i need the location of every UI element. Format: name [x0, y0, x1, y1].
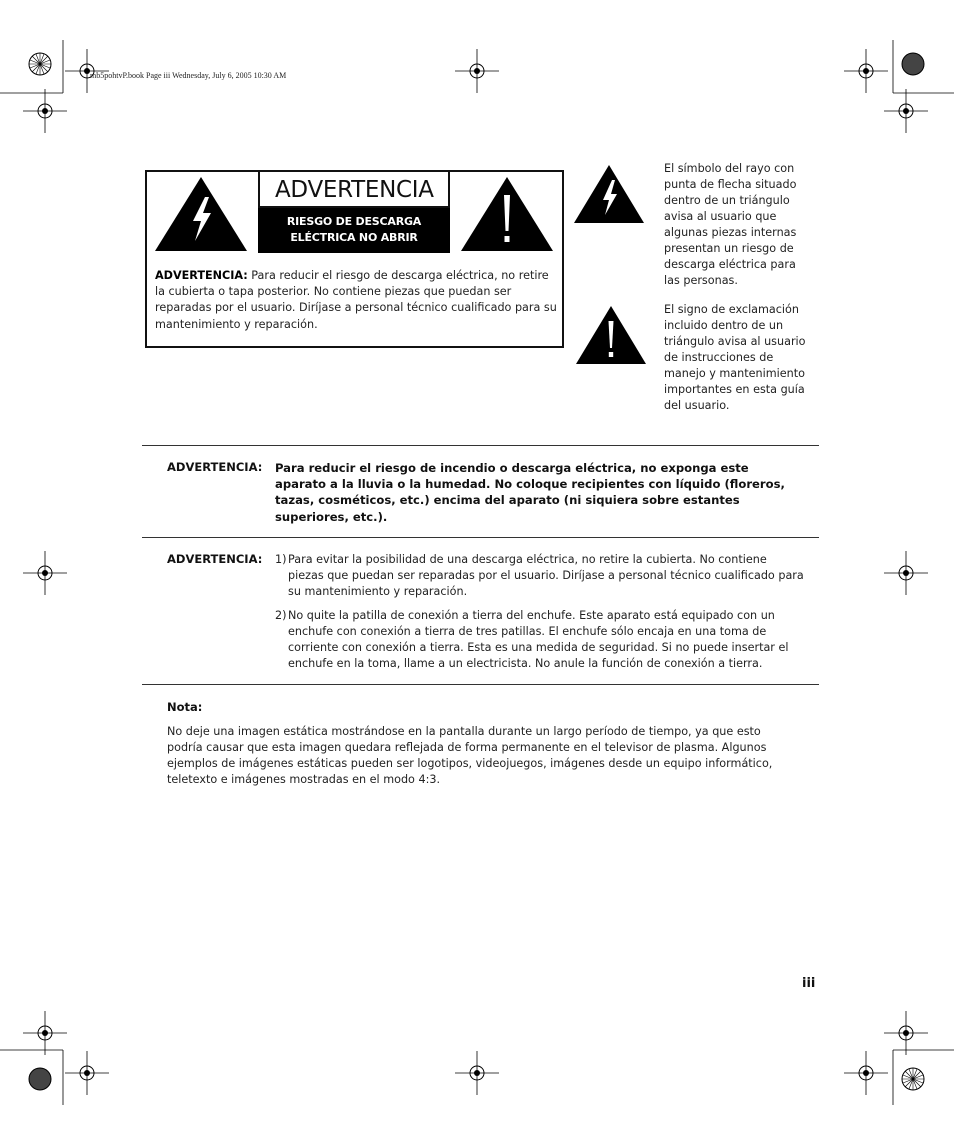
exclamation-symbol-description: El signo de exclamación incluido dentro de un triángulo avisa al usuario de instrucciones de manejo y mantenimiento importantes en esta guía del usuario. — [664, 303, 806, 412]
print-header: mb5pohtvP.book Page iii Wednesday, July 6, 2005 10:30 AM — [90, 71, 287, 80]
note-text: No deje una imagen estática mostrándose en la pantalla durante un largo período de tiempo, ya que esto podría causar que esta imagen quedara reflejada de forma permanente en el televisor de plasma. Algunos ejemplos de imágenes estáticas pueden ser logotipos, videojuegos, imágenes desde un equipo informático, teletexto e imágenes mostradas en el modo 4:3. — [167, 725, 773, 786]
note-label: Nota: — [167, 700, 203, 714]
item-number: 2) — [275, 609, 287, 622]
exclamation-triangle-icon — [575, 305, 647, 365]
warning-subtitle-line1: RIESGO DE DESCARGA — [286, 215, 422, 228]
warning-box-text — [155, 268, 559, 333]
warning-title: ADVERTENCIA — [258, 172, 450, 208]
warning2-item-2 — [275, 608, 805, 672]
warning-box-label: ADVERTENCIA: — [155, 269, 248, 282]
lightning-triangle-icon — [153, 175, 249, 253]
divider — [142, 684, 819, 685]
divider — [142, 537, 819, 538]
warning2-item-1 — [275, 552, 805, 600]
warning-subtitle-line2: ELÉCTRICA NO ABRIR — [290, 231, 418, 244]
warning1-label: ADVERTENCIA: — [167, 460, 263, 474]
warning1-text: Para reducir el riesgo de incendio o descarga eléctrica, no exponga este aparato a la lluvia o la humedad. No coloque recipientes con líquido (floreros, tazas, cosméticos, etc.) encima del aparato (ni siquiera sobre estantes superiores, etc.). — [275, 461, 785, 524]
warning-box-body: Para reducir el riesgo de descarga eléctrica, no retire la cubierta o tapa posterior. No contiene piezas que puedan ser reparadas por el usuario. Diríjase a personal técnico cualificado para su mantenimiento y reparación. — [155, 269, 557, 331]
item-text: No quite la patilla de conexión a tierra del enchufe. Este aparato está equipado con un enchufe con conexión a tierra de tres patillas. El enchufe sólo encaja en una toma de corriente con conexión a tierra. Esta es una medida de seguridad. Si no puede insertar el enchufe en la toma, llame a un electricista. No anule la función de conexión a tierra. — [288, 609, 789, 670]
divider — [142, 445, 819, 446]
lightning-symbol-description: El símbolo del rayo con punta de flecha situado dentro de un triángulo avisa al usuario que algunas piezas internas presentan un riesgo de descarga eléctrica para las personas. — [664, 162, 797, 287]
page-number: iii — [802, 976, 816, 991]
exclamation-triangle-icon — [459, 175, 555, 253]
lightning-triangle-icon — [573, 164, 645, 224]
warning-subtitle — [258, 208, 450, 253]
warning-label-box — [145, 170, 564, 348]
item-text: Para evitar la posibilidad de una descarga eléctrica, no retire la cubierta. No contiene piezas que puedan ser reparadas por el usuario. Diríjase a personal técnico cualificado para su mantenimiento y reparación. — [288, 553, 804, 598]
warning2-label: ADVERTENCIA: — [167, 552, 263, 566]
item-number: 1) — [275, 553, 287, 566]
warning-title-block — [258, 172, 450, 253]
